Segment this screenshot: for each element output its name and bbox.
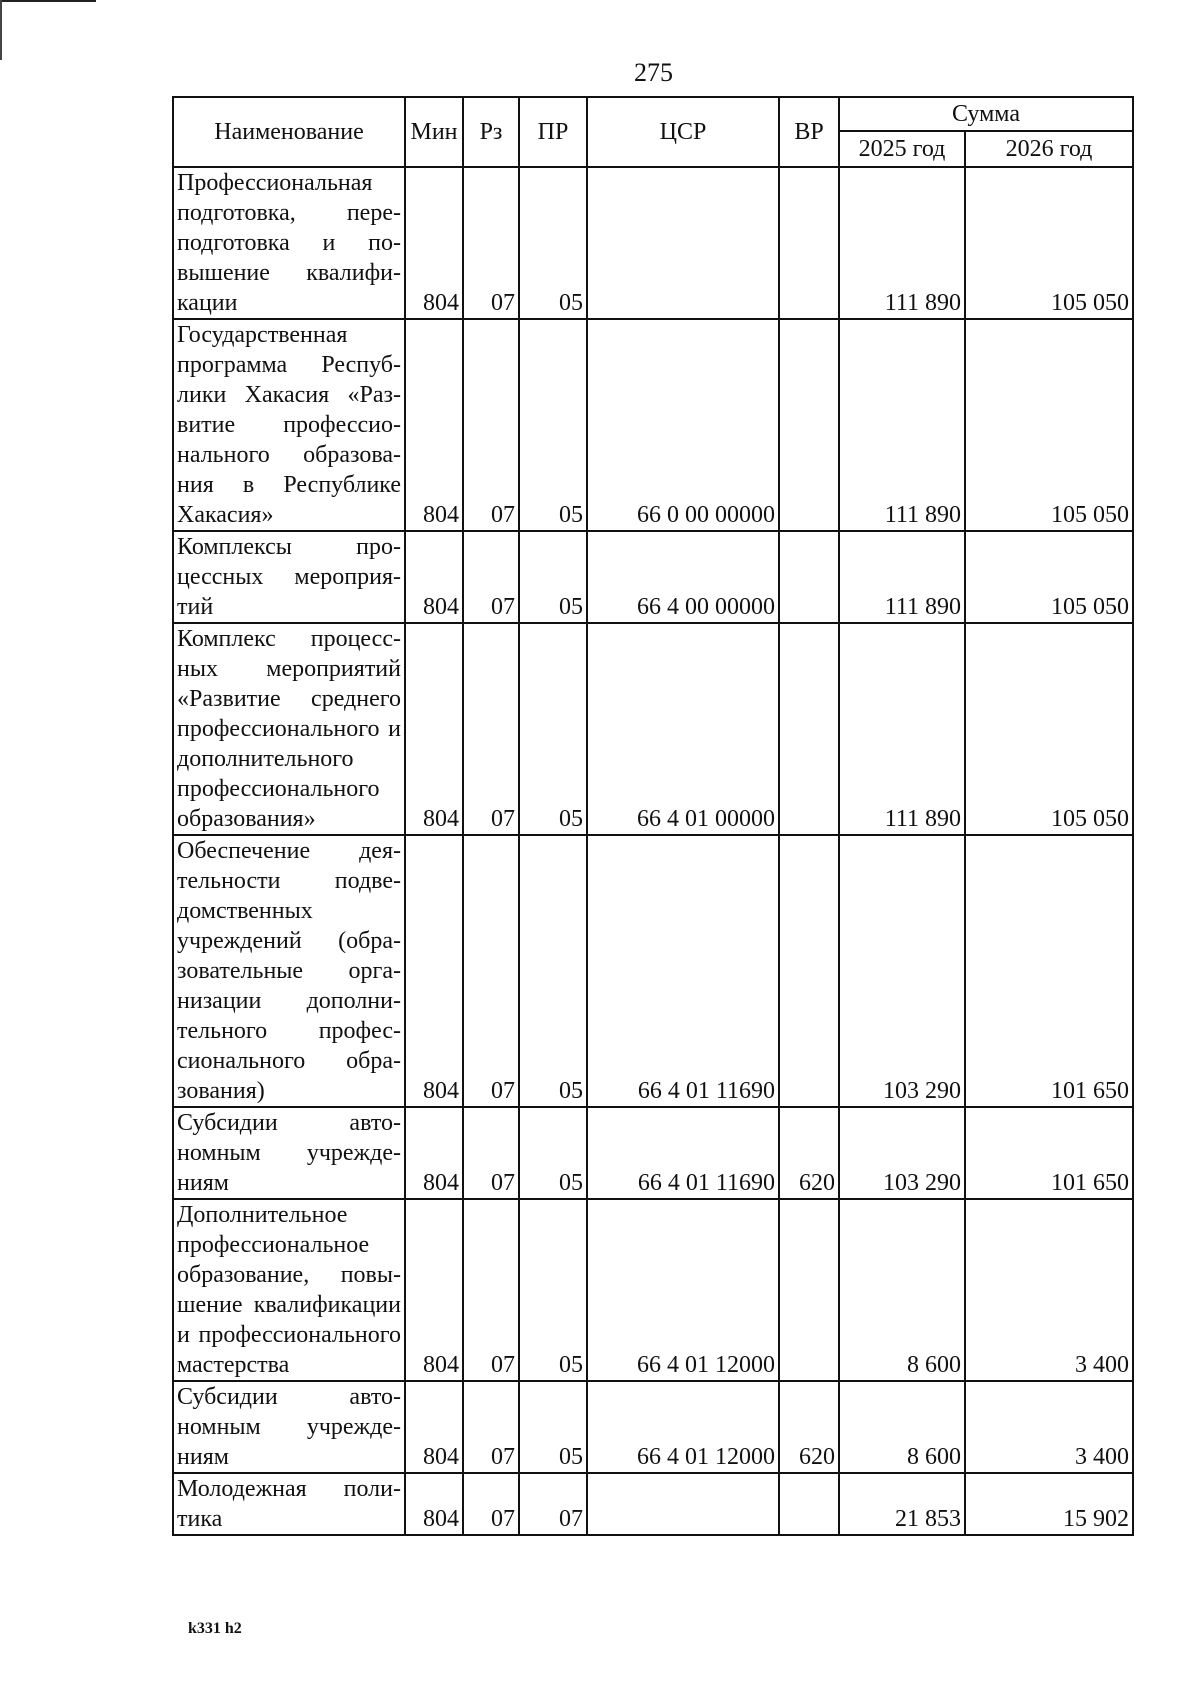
row-sum-2025: 21 853 bbox=[839, 1473, 965, 1535]
header-rz: Рз bbox=[463, 97, 519, 167]
row-name: Государственная программа Республики Хакасия «Развитие профессионального образования в Республике Хакасия» bbox=[173, 319, 405, 531]
row-sum-2026: 105 050 bbox=[965, 531, 1133, 623]
header-sum: Сумма bbox=[839, 97, 1133, 131]
row-csr: 66 4 01 12000 bbox=[587, 1381, 779, 1473]
row-vr bbox=[779, 167, 839, 319]
table-row bbox=[173, 1473, 1133, 1535]
table-row bbox=[173, 167, 1133, 319]
table-row bbox=[173, 1199, 1133, 1381]
header-year-2026: 2026 год bbox=[965, 131, 1133, 167]
row-name: Комплекс процессных мероприятий «Развитие среднего профессионального и дополнительного профессионального образования» bbox=[173, 623, 405, 835]
row-sum-2025: 111 890 bbox=[839, 167, 965, 319]
row-pr: 05 bbox=[519, 319, 587, 531]
scan-edge-mark-left bbox=[0, 0, 2, 60]
row-pr: 05 bbox=[519, 1381, 587, 1473]
row-csr: 66 0 00 00000 bbox=[587, 319, 779, 531]
row-csr: 66 4 01 11690 bbox=[587, 1107, 779, 1199]
table-row bbox=[173, 531, 1133, 623]
row-rz: 07 bbox=[463, 1199, 519, 1381]
table-row bbox=[173, 1381, 1133, 1473]
row-csr: 66 4 01 00000 bbox=[587, 623, 779, 835]
row-name: Обеспечение деятельности подведомственных учреждений (образовательные организации дополнительного профессионального образования) bbox=[173, 835, 405, 1107]
row-vr: 620 bbox=[779, 1381, 839, 1473]
row-min: 804 bbox=[405, 319, 463, 531]
header-min: Мин bbox=[405, 97, 463, 167]
header-pr: ПР bbox=[519, 97, 587, 167]
row-rz: 07 bbox=[463, 1107, 519, 1199]
row-name: Профессиональная подготовка, переподготовка и повышение квалификации bbox=[173, 167, 405, 319]
row-csr: 66 4 01 12000 bbox=[587, 1199, 779, 1381]
row-pr: 05 bbox=[519, 1199, 587, 1381]
row-csr bbox=[587, 1473, 779, 1535]
row-rz: 07 bbox=[463, 167, 519, 319]
row-name: Субсидии автономным учреждениям bbox=[173, 1381, 405, 1473]
row-vr bbox=[779, 531, 839, 623]
row-vr bbox=[779, 1199, 839, 1381]
row-name: Субсидии автономным учреждениям bbox=[173, 1107, 405, 1199]
row-sum-2026: 105 050 bbox=[965, 623, 1133, 835]
page-number: 275 bbox=[634, 58, 673, 87]
row-csr: 66 4 00 00000 bbox=[587, 531, 779, 623]
row-vr bbox=[779, 319, 839, 531]
header-name: Наименование bbox=[173, 97, 405, 167]
row-min: 804 bbox=[405, 1107, 463, 1199]
row-sum-2026: 3 400 bbox=[965, 1381, 1133, 1473]
table-header-row bbox=[173, 97, 1133, 131]
row-sum-2026: 105 050 bbox=[965, 319, 1133, 531]
header-year-2025: 2025 год bbox=[839, 131, 965, 167]
row-sum-2026: 3 400 bbox=[965, 1199, 1133, 1381]
row-rz: 07 bbox=[463, 531, 519, 623]
row-min: 804 bbox=[405, 623, 463, 835]
header-vr: ВР bbox=[779, 97, 839, 167]
row-pr: 05 bbox=[519, 531, 587, 623]
table-row bbox=[173, 623, 1133, 835]
header-csr: ЦСР bbox=[587, 97, 779, 167]
row-pr: 05 bbox=[519, 167, 587, 319]
row-vr: 620 bbox=[779, 1107, 839, 1199]
row-name: Комплексы процессных мероприятий bbox=[173, 531, 405, 623]
row-csr: 66 4 01 11690 bbox=[587, 835, 779, 1107]
row-rz: 07 bbox=[463, 1381, 519, 1473]
row-rz: 07 bbox=[463, 835, 519, 1107]
row-sum-2025: 111 890 bbox=[839, 623, 965, 835]
row-vr bbox=[779, 1473, 839, 1535]
row-rz: 07 bbox=[463, 1473, 519, 1535]
row-min: 804 bbox=[405, 167, 463, 319]
row-pr: 05 bbox=[519, 1107, 587, 1199]
row-name: Дополнительное профессиональное образование, повышение квалификации и профессионального мастерства bbox=[173, 1199, 405, 1381]
footer-doc-code: k331 h2 bbox=[188, 1620, 242, 1637]
row-vr bbox=[779, 623, 839, 835]
row-sum-2026: 15 902 bbox=[965, 1473, 1133, 1535]
row-min: 804 bbox=[405, 835, 463, 1107]
row-min: 804 bbox=[405, 1473, 463, 1535]
row-sum-2025: 103 290 bbox=[839, 835, 965, 1107]
row-sum-2026: 105 050 bbox=[965, 167, 1133, 319]
row-name: Молодежная политика bbox=[173, 1473, 405, 1535]
row-sum-2025: 8 600 bbox=[839, 1381, 965, 1473]
row-pr: 05 bbox=[519, 835, 587, 1107]
budget-table bbox=[172, 96, 1134, 1536]
row-sum-2026: 101 650 bbox=[965, 835, 1133, 1107]
row-sum-2025: 111 890 bbox=[839, 319, 965, 531]
table-row bbox=[173, 1107, 1133, 1199]
scan-edge-mark bbox=[0, 0, 96, 2]
row-vr bbox=[779, 835, 839, 1107]
row-rz: 07 bbox=[463, 319, 519, 531]
row-pr: 07 bbox=[519, 1473, 587, 1535]
table-row bbox=[173, 319, 1133, 531]
row-sum-2026: 101 650 bbox=[965, 1107, 1133, 1199]
row-min: 804 bbox=[405, 1381, 463, 1473]
row-pr: 05 bbox=[519, 623, 587, 835]
row-sum-2025: 103 290 bbox=[839, 1107, 965, 1199]
row-min: 804 bbox=[405, 531, 463, 623]
row-csr bbox=[587, 167, 779, 319]
row-sum-2025: 111 890 bbox=[839, 531, 965, 623]
row-sum-2025: 8 600 bbox=[839, 1199, 965, 1381]
table-row bbox=[173, 835, 1133, 1107]
row-rz: 07 bbox=[463, 623, 519, 835]
row-min: 804 bbox=[405, 1199, 463, 1381]
